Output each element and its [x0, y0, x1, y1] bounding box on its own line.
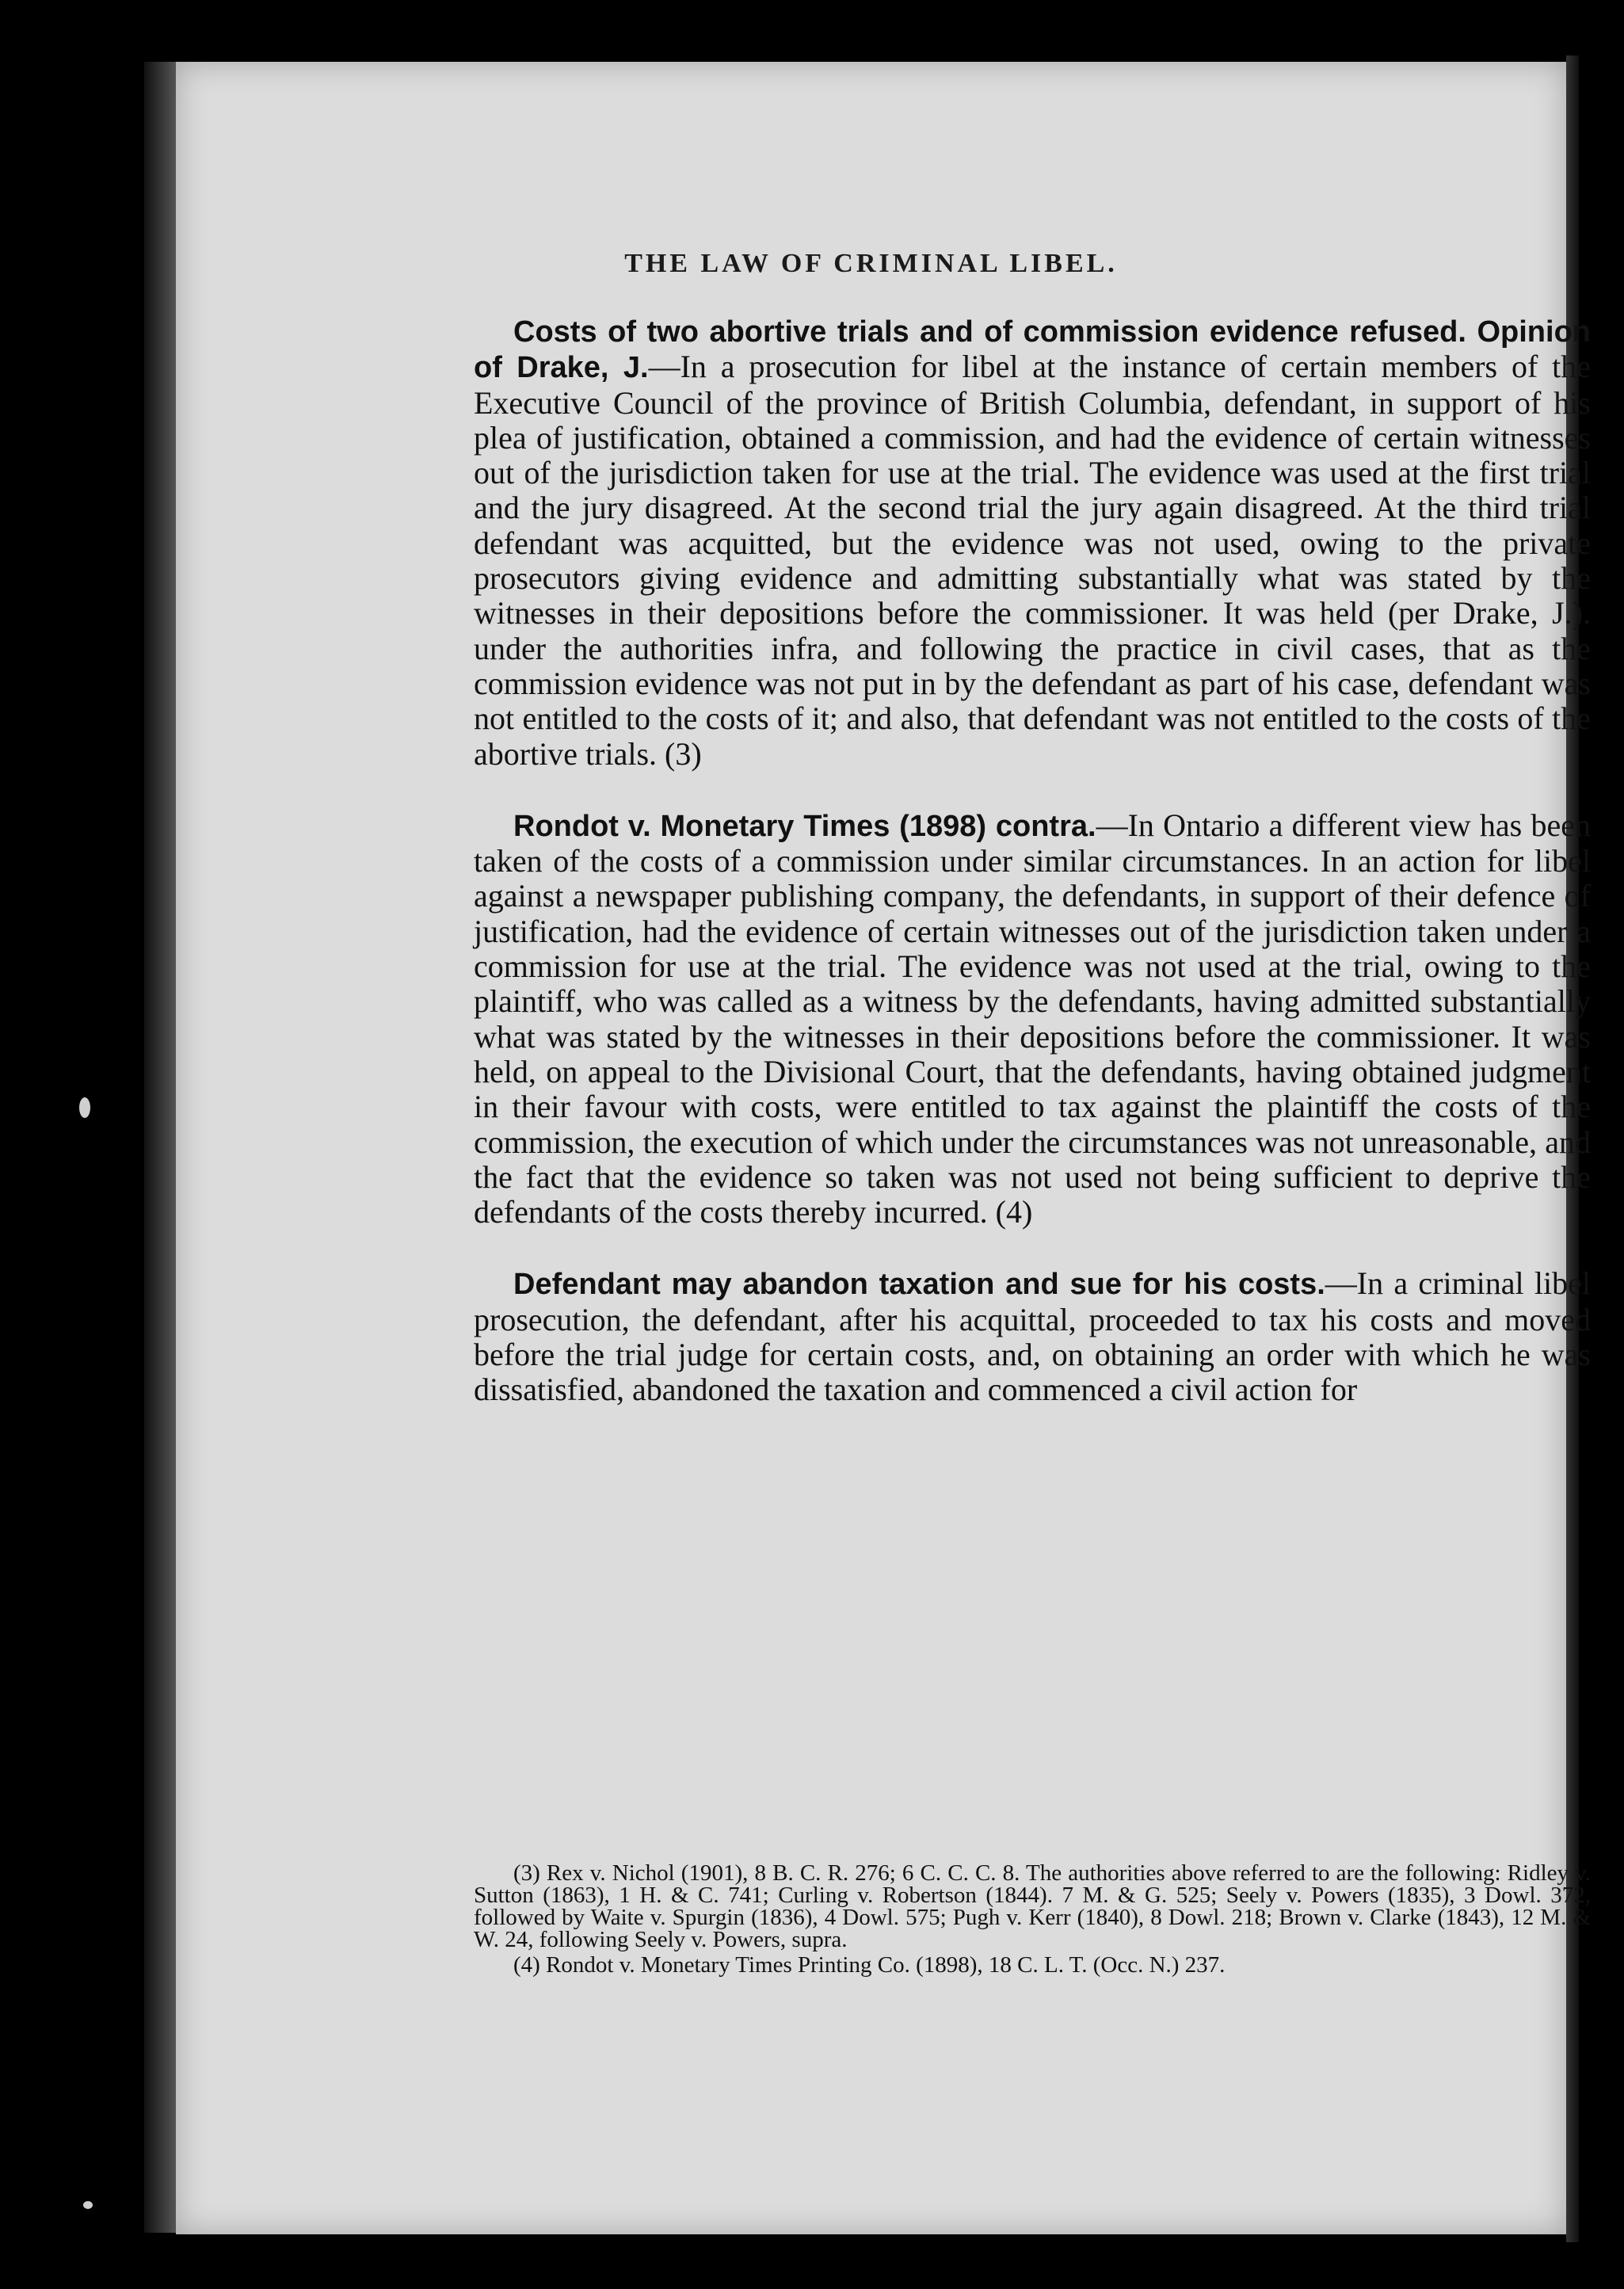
- footnotes: [474, 1862, 1591, 1976]
- scan-speck: [79, 1097, 90, 1118]
- footnote: (3) Rex v. Nichol (1901), 8 B. C. R. 276; 6 C. C. C. 8. The authorities above referred to are the following: Ridley v. Sutton (1863), 1 H. & C. 741; Curling v. Robertson (1844). 7 M. & G. 525; Seely v. Powers (1835), 3 Dowl. 372, followed by Waite v. Spurgin (1836), 4 Dowl. 575; Pugh v. Kerr (1840), 8 Dowl. 218; Brown v. Clarke (1843), 12 M. & W. 24, following Seely v. Powers, supra.: [474, 1860, 1591, 1952]
- paragraph: [474, 808, 1591, 1230]
- paragraph-text: —In a criminal libel prosecution, the defendant, after his acquittal, proceeded to tax his costs and moved before the trial judge for certain costs, and, on obtaining an order with which he was dissatisfied, abandoned the taxation and commenced a civil action for: [474, 1265, 1591, 1408]
- paragraph-heading: Rondot v. Monetary Times (1898) contra.: [513, 809, 1096, 843]
- paragraph: [474, 1266, 1591, 1407]
- book-gutter: [144, 62, 176, 2233]
- paragraph-text: —In Ontario a different view has been taken of the costs of a commission under similar circumstances. In an action for libel against a newspaper publishing company, the defendants, in support of their defence of justification, had the evidence of certain witnesses out of the jurisdiction taken under a commission for use at the trial. The evidence was not used at the trial, owing to the plaintiff, who was called as a witness by the defendants, having admitted substantially what was stated by the witnesses in their depositions before the commissioner. It was held, on appeal to the Divisional Court, that the defendants, having obtained judgment in their favour with costs, were entitled to tax against the plaintiff the costs of the commission, the execution of which under the circumstances was not unreasonable, and the fact that the evidence so taken was not used not being sufficient to deprive the defendants of the costs thereby incurred. (4): [474, 807, 1591, 1230]
- paragraph-heading: Defendant may abandon taxation and sue for his costs.: [513, 1268, 1325, 1302]
- running-title: THE LAW OF CRIMINAL LIBEL.: [624, 249, 1118, 278]
- body-text: [474, 314, 1591, 1408]
- paragraph-heading: Costs of two abortive trials and of commission evidence refused. Opinion of Drake, J.: [474, 315, 1591, 385]
- paragraph: [474, 314, 1591, 772]
- footnote: (4) Rondot v. Monetary Times Printing Co. (1898), 18 C. L. T. (Occ. N.) 237.: [513, 1952, 1226, 1978]
- paragraph-text: —In a prosecution for libel at the instance of certain members of the Executive Council of the province of British Columbia, defendant, in support of his plea of justification, obtained a commission, and had the evidence of certain witnesses out of the jurisdiction taken for use at the trial. The evidence was used at the first trial and the jury disagreed. At the second trial the jury again disagreed. At the third trial defendant was acquitted, but the evidence was not used, owing to the private prosecutors giving evidence and admitting substantially what was stated by the witnesses in their depositions before the commissioner. It was held (per Drake, J.). under the authorities infra, and following the practice in civil cases, that as the commission evidence was not put in by the defendant as part of his case, defendant was not entitled to the costs of it; and also, that defendant was not entitled to the costs of the abortive trials. (3): [474, 349, 1591, 772]
- scan-speck: [83, 2201, 93, 2209]
- book-page: [176, 62, 1591, 2234]
